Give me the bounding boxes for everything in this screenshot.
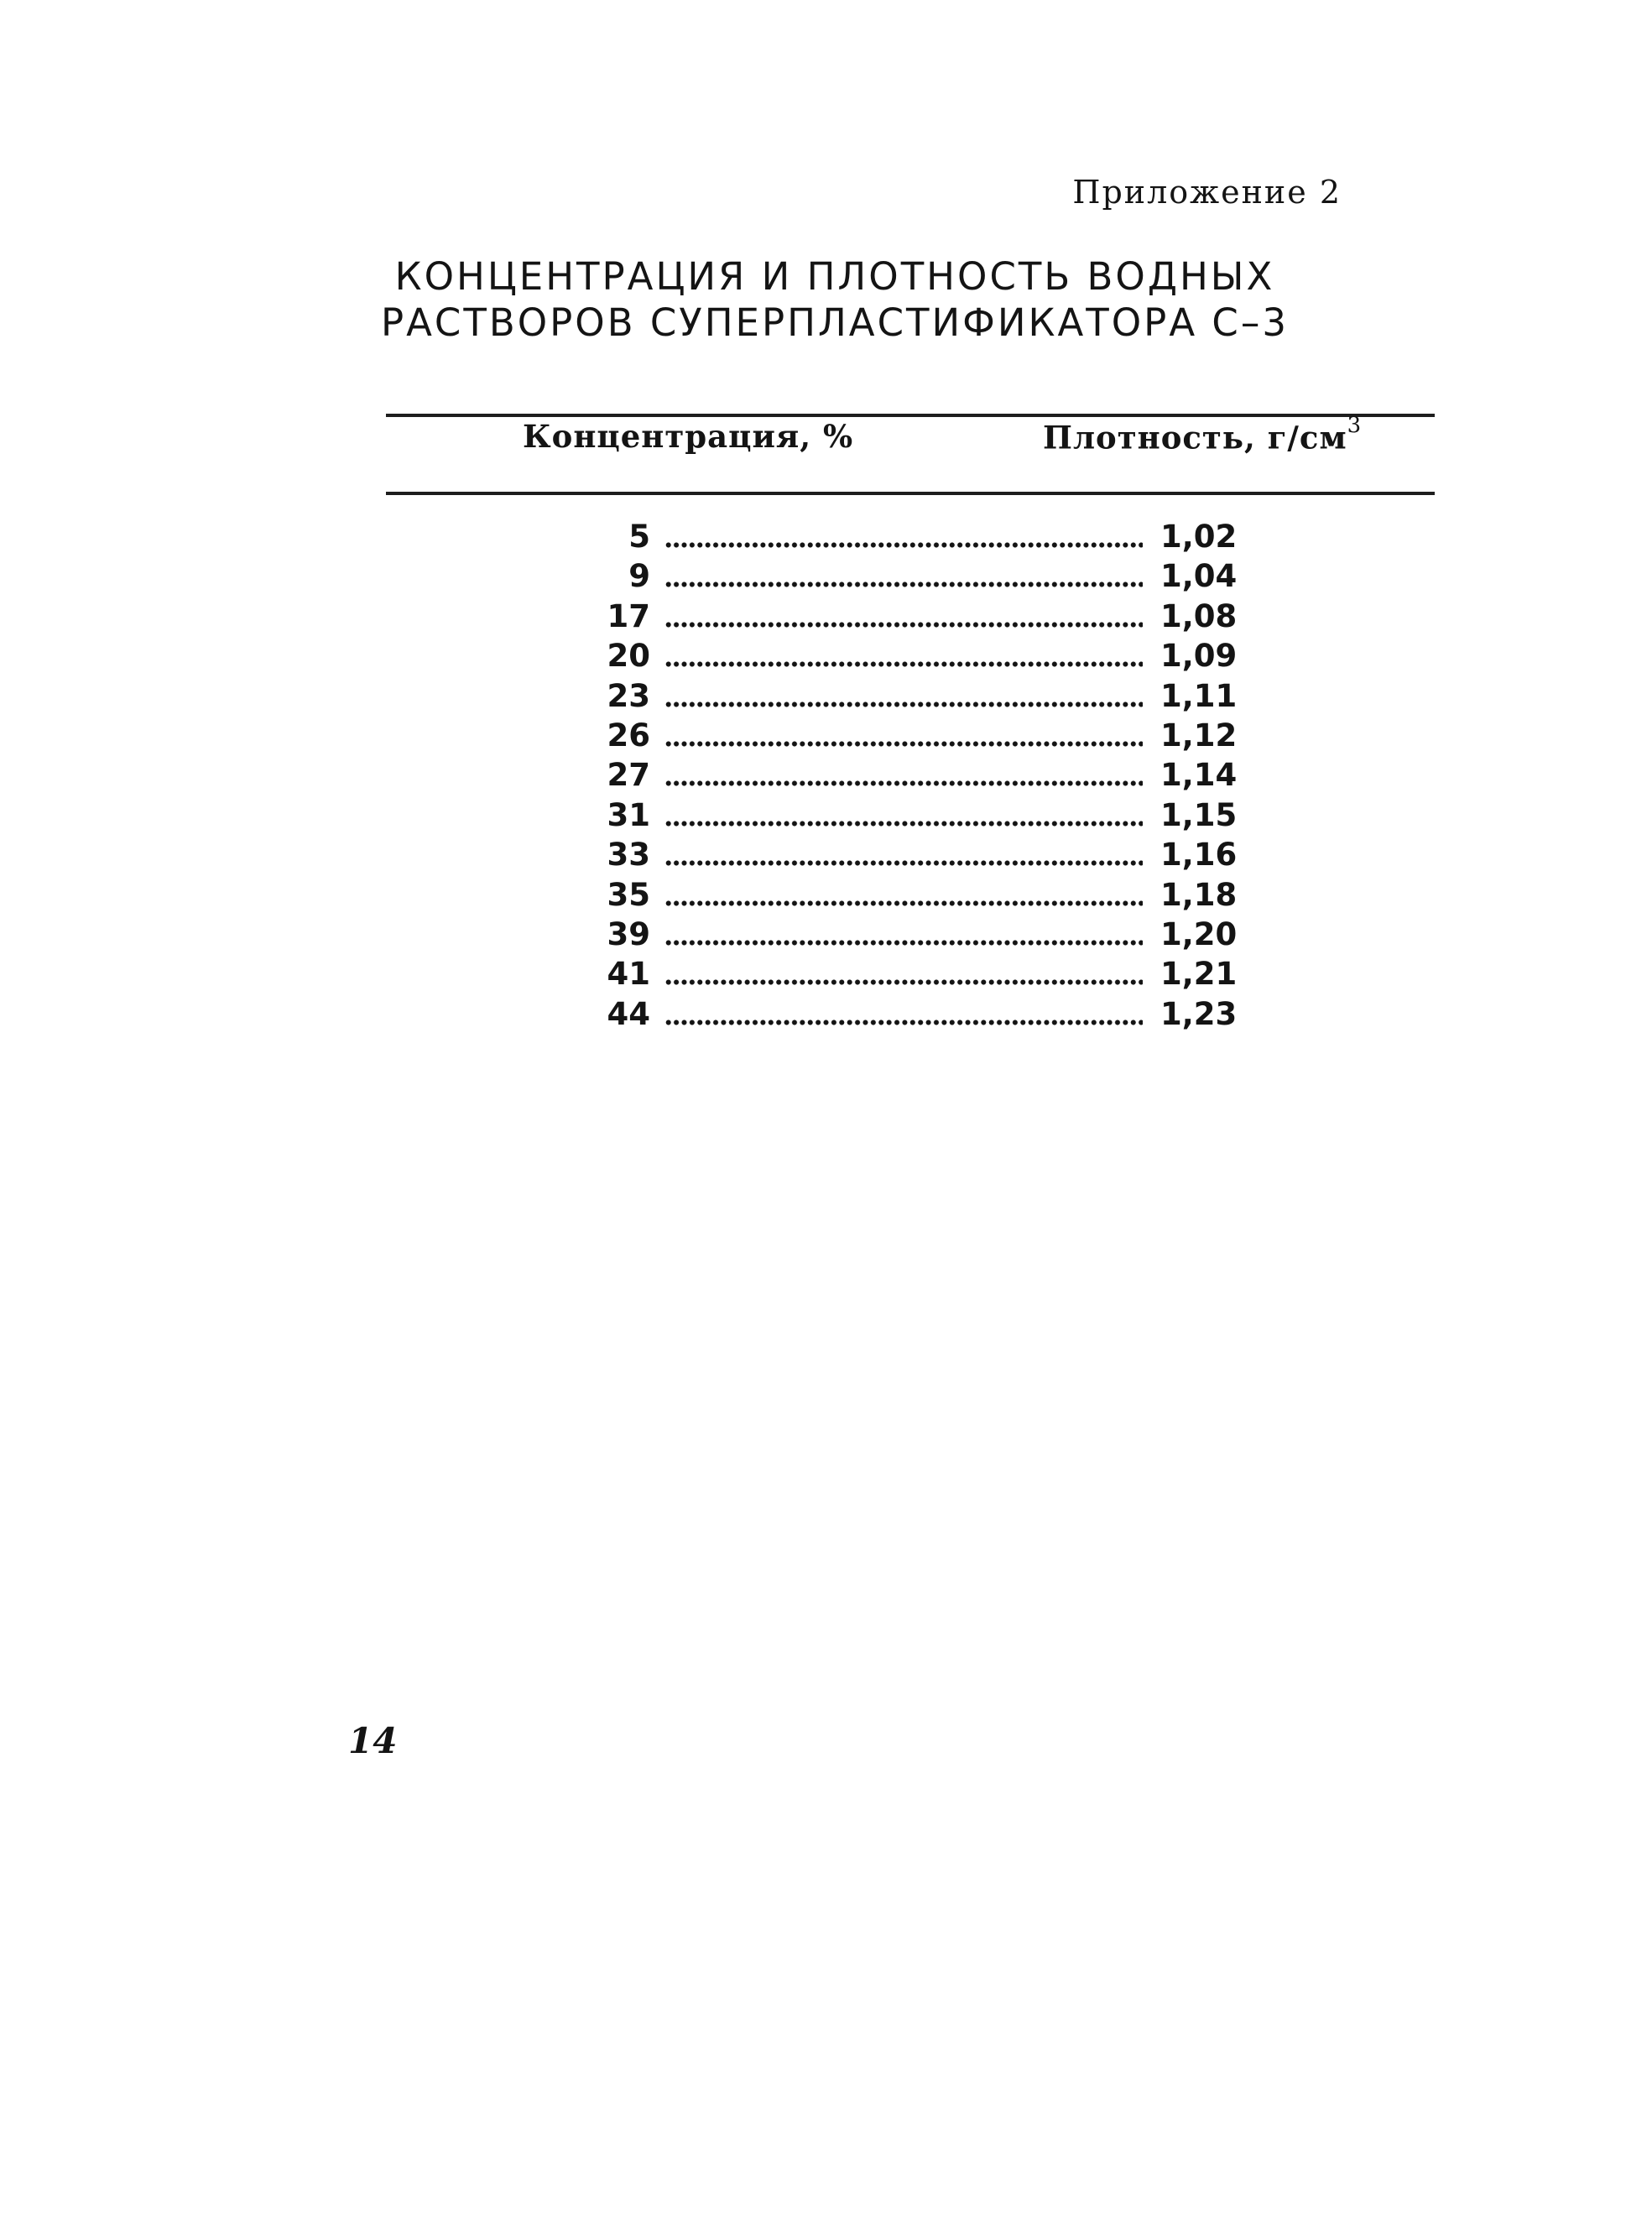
concentration-value: 5 (628, 519, 650, 555)
table-row (587, 678, 1242, 717)
density-value: 1,23 (1160, 995, 1238, 1032)
table-row (587, 996, 1242, 1035)
document-title-line-2: РАСТВОРОВ СУПЕРПЛАСТИФИКАТОРА С–3 (381, 300, 1289, 345)
dot-leader (664, 821, 1143, 827)
density-table-body (587, 519, 1242, 1035)
density-value: 1,21 (1160, 956, 1238, 993)
concentration-value: 26 (607, 717, 650, 754)
concentration-value: 27 (607, 757, 650, 794)
density-value: 1,08 (1160, 597, 1238, 634)
table-row (587, 717, 1242, 757)
dot-leader (664, 860, 1143, 866)
density-value: 1,04 (1160, 558, 1238, 595)
table-row (587, 877, 1242, 916)
concentration-value: 31 (607, 796, 650, 833)
concentration-value: 35 (607, 876, 650, 913)
table-row (587, 519, 1242, 558)
density-value: 1,12 (1160, 717, 1238, 754)
density-value: 1,16 (1160, 837, 1238, 874)
density-value: 1,14 (1160, 757, 1238, 794)
table-row (587, 916, 1242, 956)
concentration-value: 44 (607, 995, 650, 1032)
appendix-label: Приложение 2 (1072, 174, 1342, 211)
dot-leader (664, 582, 1143, 587)
concentration-value: 20 (607, 638, 650, 675)
dot-leader (664, 900, 1143, 906)
dot-leader (664, 1020, 1143, 1025)
table-row (587, 956, 1242, 995)
column-header-density-text: Плотность, г/см (1043, 419, 1347, 456)
document-title-line-1: КОНЦЕНТРАЦИЯ И ПЛОТНОСТЬ ВОДНЫХ (394, 254, 1275, 299)
column-header-concentration: Концентрация, % (523, 418, 854, 455)
table-row (587, 797, 1242, 837)
concentration-value: 23 (607, 677, 650, 714)
dot-leader (664, 940, 1143, 946)
concentration-value: 41 (607, 956, 650, 993)
density-value: 1,15 (1160, 796, 1238, 833)
column-header-density-exponent: 3 (1347, 413, 1363, 438)
concentration-value: 17 (607, 597, 650, 634)
table-row (587, 638, 1242, 677)
dot-leader (664, 780, 1143, 786)
dot-leader (664, 622, 1143, 628)
density-value: 1,20 (1160, 915, 1238, 952)
concentration-value: 9 (628, 558, 650, 595)
density-value: 1,11 (1160, 677, 1238, 714)
concentration-value: 33 (607, 837, 650, 874)
dot-leader (664, 741, 1143, 747)
table-row (587, 558, 1242, 597)
table-header-rule (386, 492, 1435, 495)
density-value: 1,18 (1160, 876, 1238, 913)
density-value: 1,09 (1160, 638, 1238, 675)
column-header-density (1043, 413, 1363, 456)
page-number: 14 (348, 1720, 398, 1761)
concentration-value: 39 (607, 915, 650, 952)
dot-leader (664, 542, 1143, 548)
dot-leader (664, 701, 1143, 707)
table-row (587, 757, 1242, 796)
table-row (587, 837, 1242, 876)
table-top-rule (386, 414, 1435, 417)
density-value: 1,02 (1160, 519, 1238, 555)
dot-leader (664, 661, 1143, 667)
table-row (587, 598, 1242, 638)
dot-leader (664, 979, 1143, 985)
